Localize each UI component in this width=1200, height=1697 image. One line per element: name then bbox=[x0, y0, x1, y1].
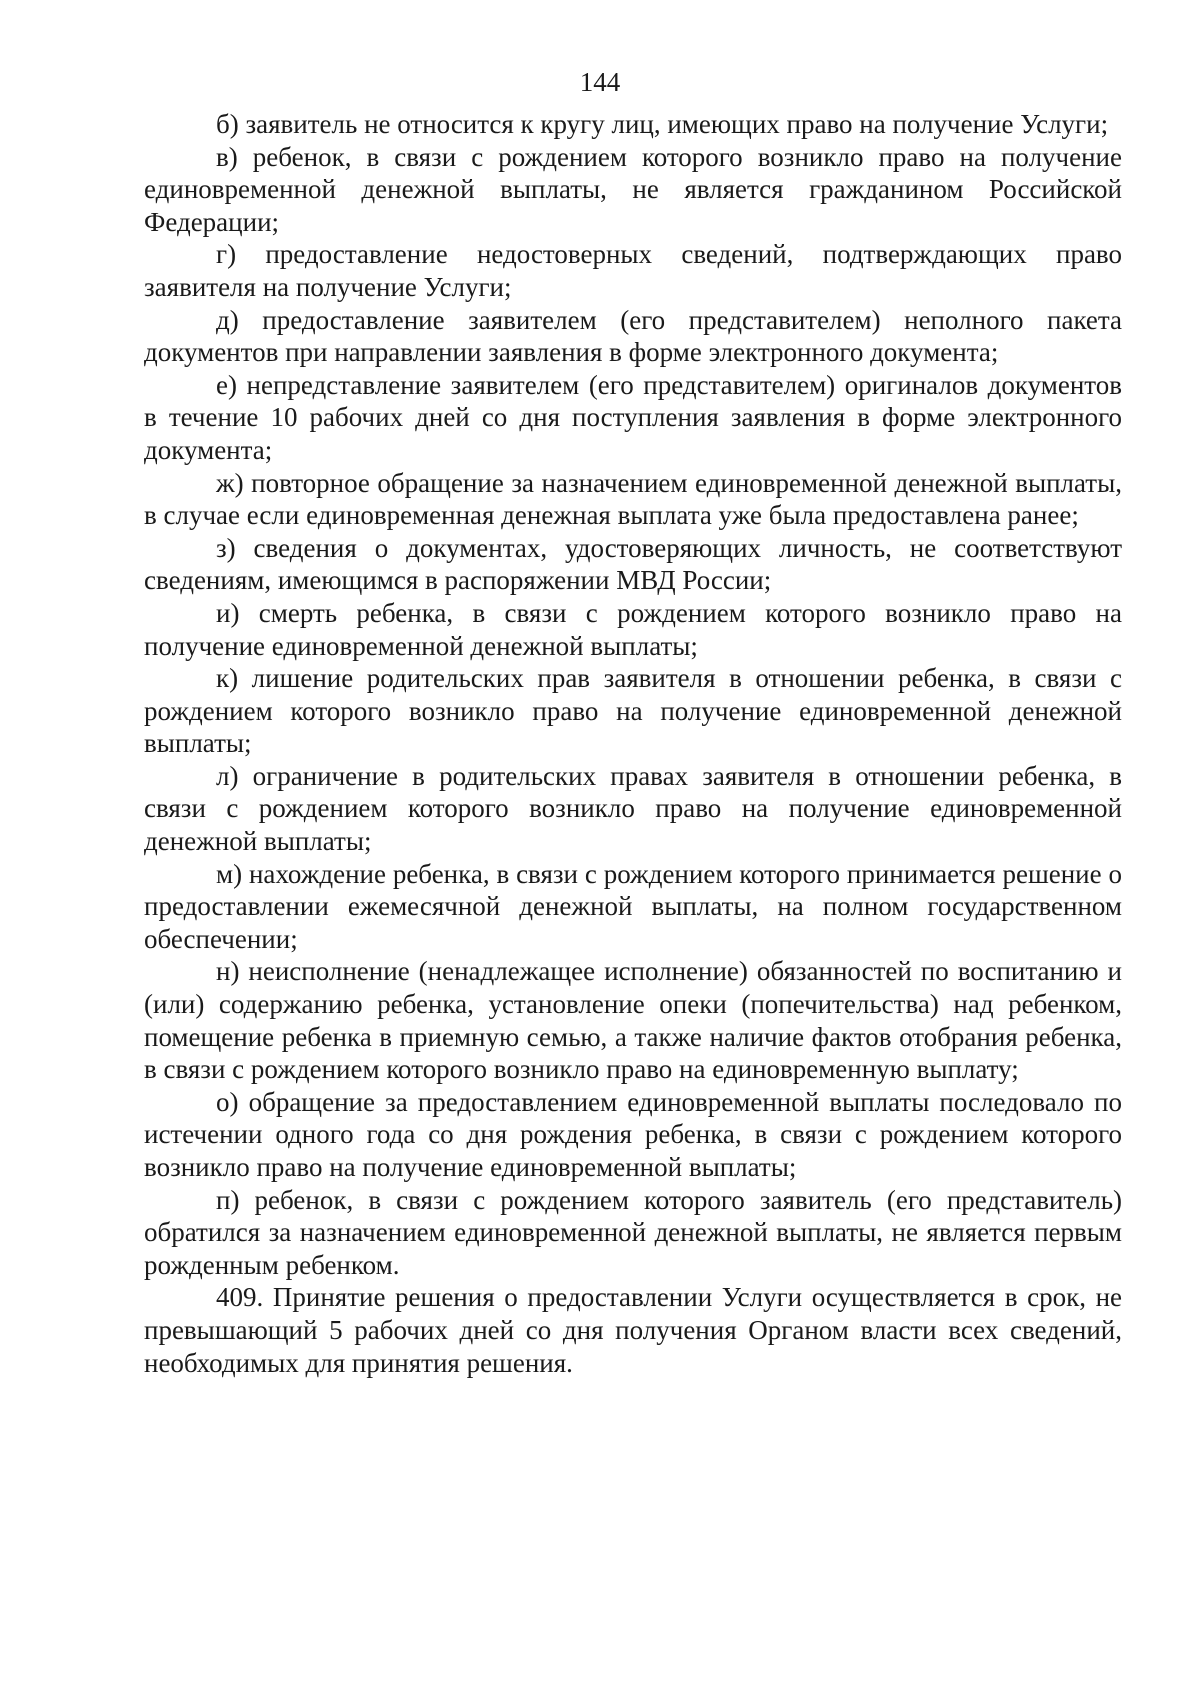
paragraph-item-p: п) ребенок, в связи с рождением которого заявитель (его представитель) обратился за назначением единовременной денежной выплаты, не является первым рожденным ребенком. bbox=[144, 1184, 1122, 1280]
paragraph-item-v: в) ребенок, в связи с рождением которого возникло право на получение единовременной денежной выплаты, не является гражданином Российской Федерации; bbox=[144, 141, 1122, 237]
paragraph-item-o: о) обращение за предоставлением единовременной выплаты последовало по истечении одного года со дня рождения ребенка, в связи с рождением которого возникло право на получение единовременной выплаты; bbox=[144, 1086, 1122, 1182]
paragraph-item-m: м) нахождение ребенка, в связи с рождением которого принимается решение о предоставлении ежемесячной денежной выплаты, на полном государственном обеспечении; bbox=[144, 858, 1122, 954]
paragraph-item-n: н) неисполнение (ненадлежащее исполнение) обязанностей по воспитанию и (или) содержанию ребенка, установление опеки (попечительства) над ребенком, помещение ребенка в приемную семью, а также наличие фактов отобрания ребенка, в связи с рождением которого возникло право на единовременную выплату; bbox=[144, 956, 1122, 1085]
document-body bbox=[144, 108, 1122, 1379]
paragraph-item-k: к) лишение родительских прав заявителя в отношении ребенка, в связи с рождением которого возникло право на получение единовременной денежной выплаты; bbox=[144, 663, 1122, 759]
paragraph-item-d: д) предоставление заявителем (его представителем) неполного пакета документов при направлении заявления в форме электронного документа; bbox=[144, 304, 1122, 368]
page-number: 144 bbox=[579, 67, 621, 97]
paragraph-item-g: г) предоставление недостоверных сведений, подтверждающих право заявителя на получение Услуги; bbox=[144, 239, 1122, 302]
paragraph-item-l: л) ограничение в родительских правах заявителя в отношении ребенка, в связи с рождением которого возникло право на получение единовременной денежной выплаты; bbox=[144, 760, 1122, 857]
paragraph-item-b: б) заявитель не относится к кругу лиц, имеющих право на получение Услуги; bbox=[216, 109, 1109, 139]
paragraph-item-z: з) сведения о документах, удостоверяющих личность, не соответствуют сведениям, имеющимся в распоряжении МВД России; bbox=[144, 532, 1122, 596]
paragraph-409: 409. Принятие решения о предоставлении Услуги осуществляется в срок, не превышающий 5 рабочих дней со дня получения Органом власти всех сведений, необходимых для принятия решения. bbox=[144, 1282, 1122, 1378]
paragraph-item-i: и) смерть ребенка, в связи с рождением которого возникло право на получение единовременной денежной выплаты; bbox=[144, 597, 1122, 661]
paragraph-item-zh: ж) повторное обращение за назначением единовременной денежной выплаты, в случае если единовременная денежная выплата уже была предоставлена ранее; bbox=[144, 467, 1122, 531]
paragraph-item-e: е) непредставление заявителем (его представителем) оригиналов документов в течение 10 рабочих дней со дня поступления заявления в форме электронного документа; bbox=[144, 369, 1122, 465]
